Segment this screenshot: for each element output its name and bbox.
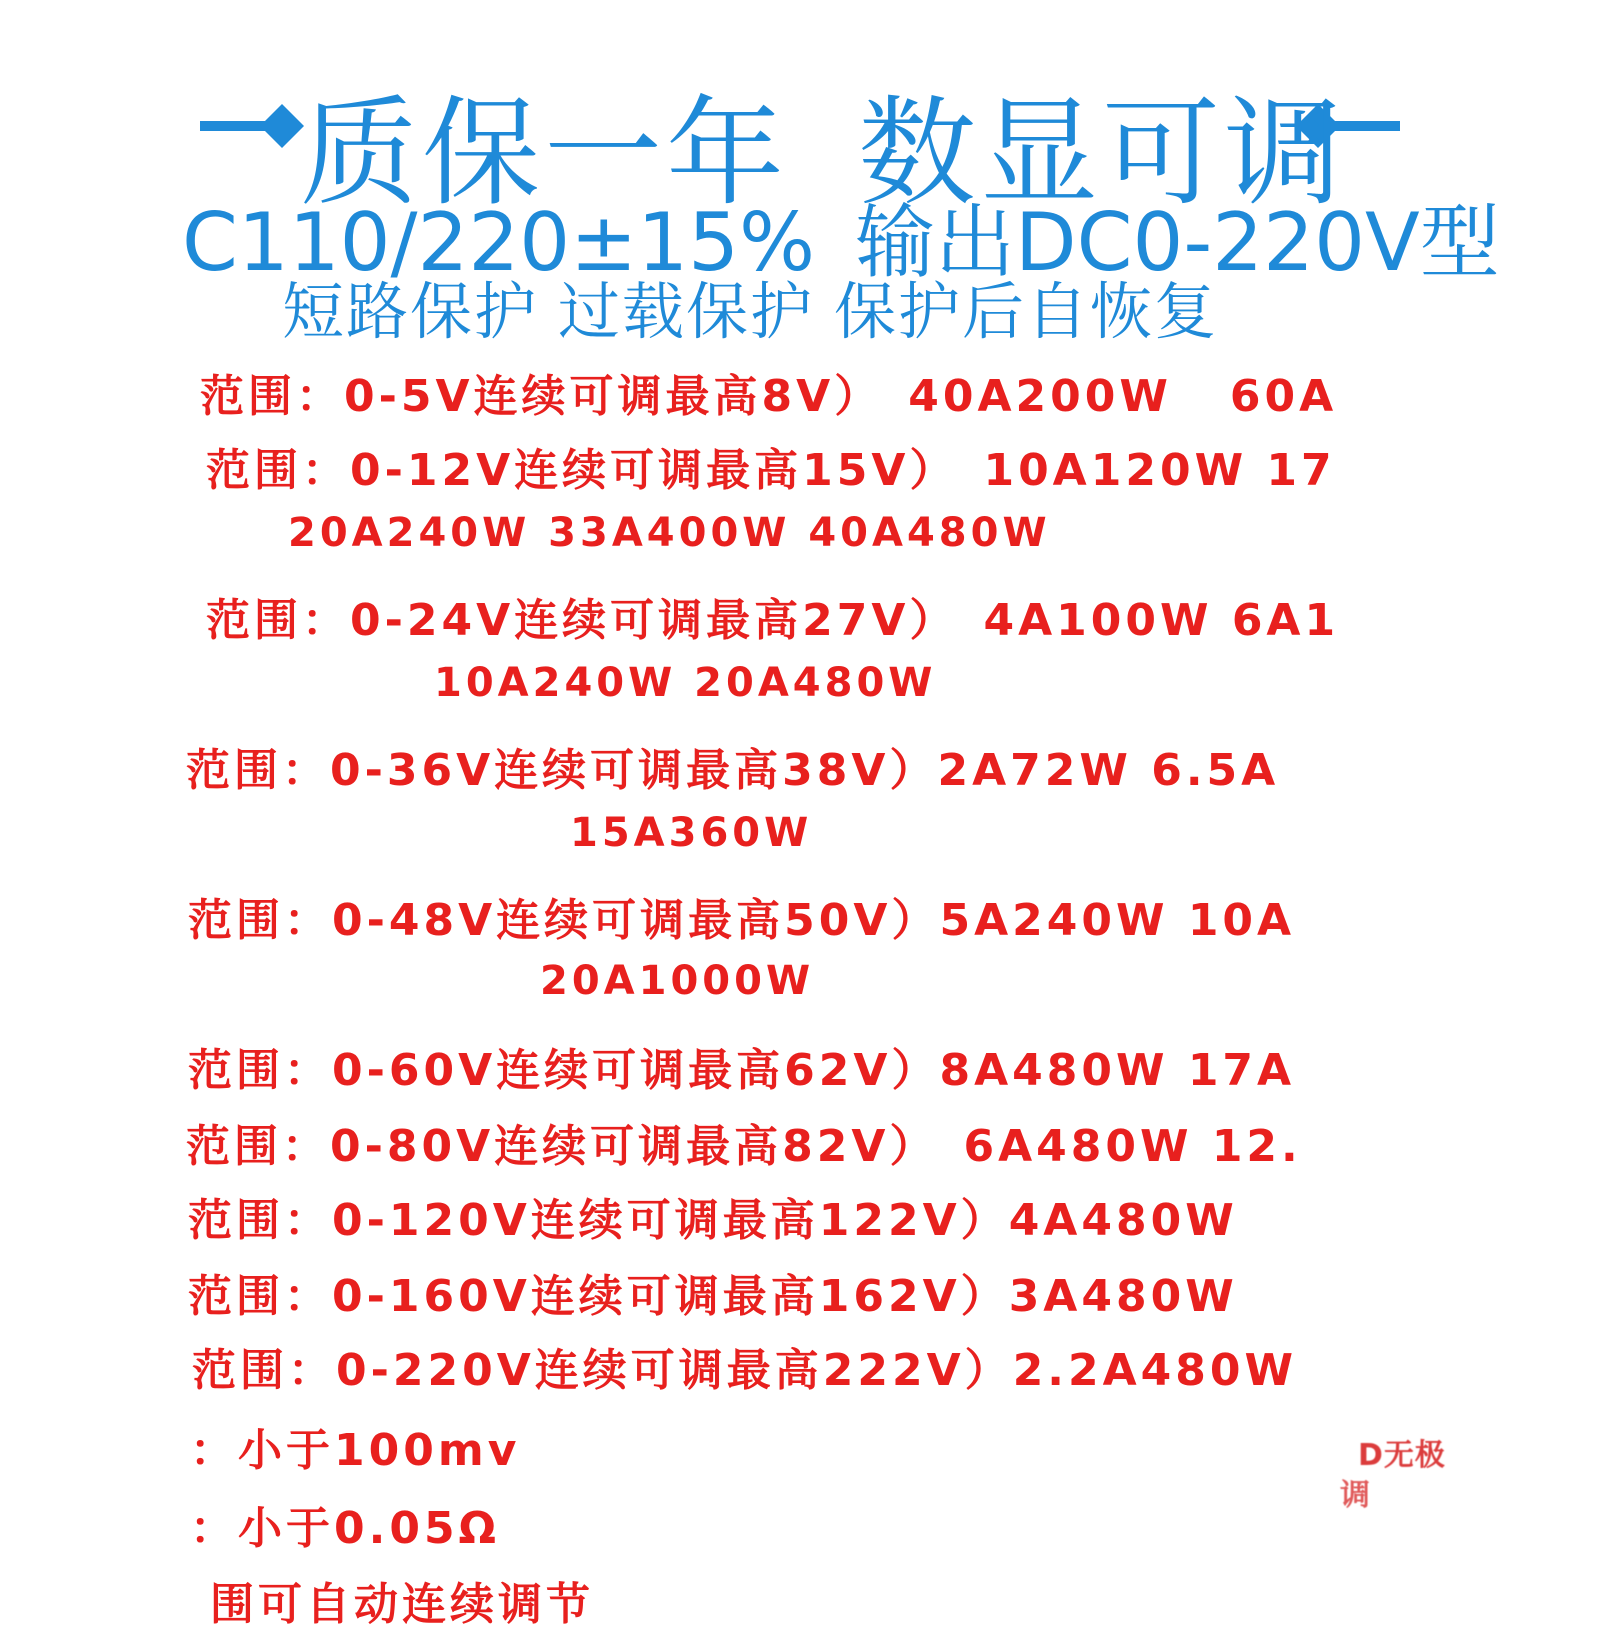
range-row — [206, 584, 1339, 648]
ripple-spec: ：小于100mv — [190, 1425, 521, 1476]
model-text: 10A240W 20A480W — [434, 660, 937, 706]
short-circuit-protection: 短路保护 — [282, 275, 539, 348]
protection-line — [282, 262, 1218, 351]
left-diamond-icon — [260, 104, 304, 148]
model-text: 3A480W — [1008, 1271, 1238, 1322]
range-row-continued — [570, 810, 812, 856]
auto-recovery: 保护后自恢复 — [834, 275, 1219, 348]
model-text: 4A100W 6A1 — [983, 595, 1340, 646]
model-text: 2A72W 6.5A — [937, 745, 1280, 796]
resistance-spec: ：小于0.05Ω — [190, 1503, 500, 1554]
headline-warranty: 质保一年 — [300, 84, 789, 222]
range-row — [188, 1260, 1238, 1324]
range-row — [192, 1334, 1297, 1398]
range-row-continued — [288, 510, 1051, 556]
range-row — [186, 1110, 1302, 1174]
model-text: 15A360W — [570, 810, 813, 856]
range-row-continued — [434, 660, 936, 706]
range-row-continued — [540, 958, 814, 1004]
range-row — [188, 1034, 1295, 1098]
headline-digital-adjustable: 数显可调 — [858, 84, 1347, 222]
input-spec: C110/220±15% — [182, 196, 816, 289]
smudge-line-1: D无极 — [1358, 1438, 1446, 1473]
cutoff-line: 围可自动连续调节 — [210, 1579, 594, 1630]
model-text: 40A200W 60A — [908, 371, 1338, 422]
range-row — [186, 734, 1279, 798]
range-text: 范围：0-48V连续可调最高50V） — [188, 895, 940, 946]
model-text: 5A240W 10A — [939, 895, 1296, 946]
model-text: 10A120W 17 — [983, 445, 1336, 496]
range-row — [188, 1184, 1238, 1248]
model-text: 6A480W 12. — [963, 1121, 1302, 1172]
overload-protection: 过载保护 — [558, 275, 815, 348]
range-text: 范围：0-60V连续可调最高62V） — [188, 1045, 940, 1096]
output-spec: 输出DC0-220V型 — [855, 196, 1500, 289]
model-text: 20A240W 33A400W 40A480W — [288, 510, 1051, 556]
range-text: 范围：0-220V连续可调最高222V） — [192, 1345, 1013, 1396]
range-text: 范围：0-36V连续可调最高38V） — [186, 745, 938, 796]
range-row — [200, 360, 1337, 424]
range-text: 范围：0-160V连续可调最高162V） — [188, 1271, 1009, 1322]
range-row — [206, 434, 1336, 498]
smudged-watermark — [1340, 1430, 1538, 1530]
range-text: 范围：0-12V连续可调最高15V） — [206, 445, 958, 496]
range-row — [188, 884, 1295, 948]
model-text: 8A480W 17A — [939, 1045, 1296, 1096]
range-text: 范围：0-5V连续可调最高8V） — [200, 371, 883, 422]
range-text: 范围：0-24V连续可调最高27V） — [206, 595, 958, 646]
product-spec-panel — [182, 0, 1500, 1630]
model-text: 4A480W — [1008, 1195, 1238, 1246]
range-text: 范围：0-80V连续可调最高82V） — [186, 1121, 938, 1172]
smudge-line-2: 调 — [1340, 1478, 1380, 1513]
range-text: 范围：0-120V连续可调最高122V） — [188, 1195, 1009, 1246]
model-text: 2.2A480W — [1012, 1345, 1298, 1396]
model-text: 20A1000W — [540, 958, 815, 1004]
